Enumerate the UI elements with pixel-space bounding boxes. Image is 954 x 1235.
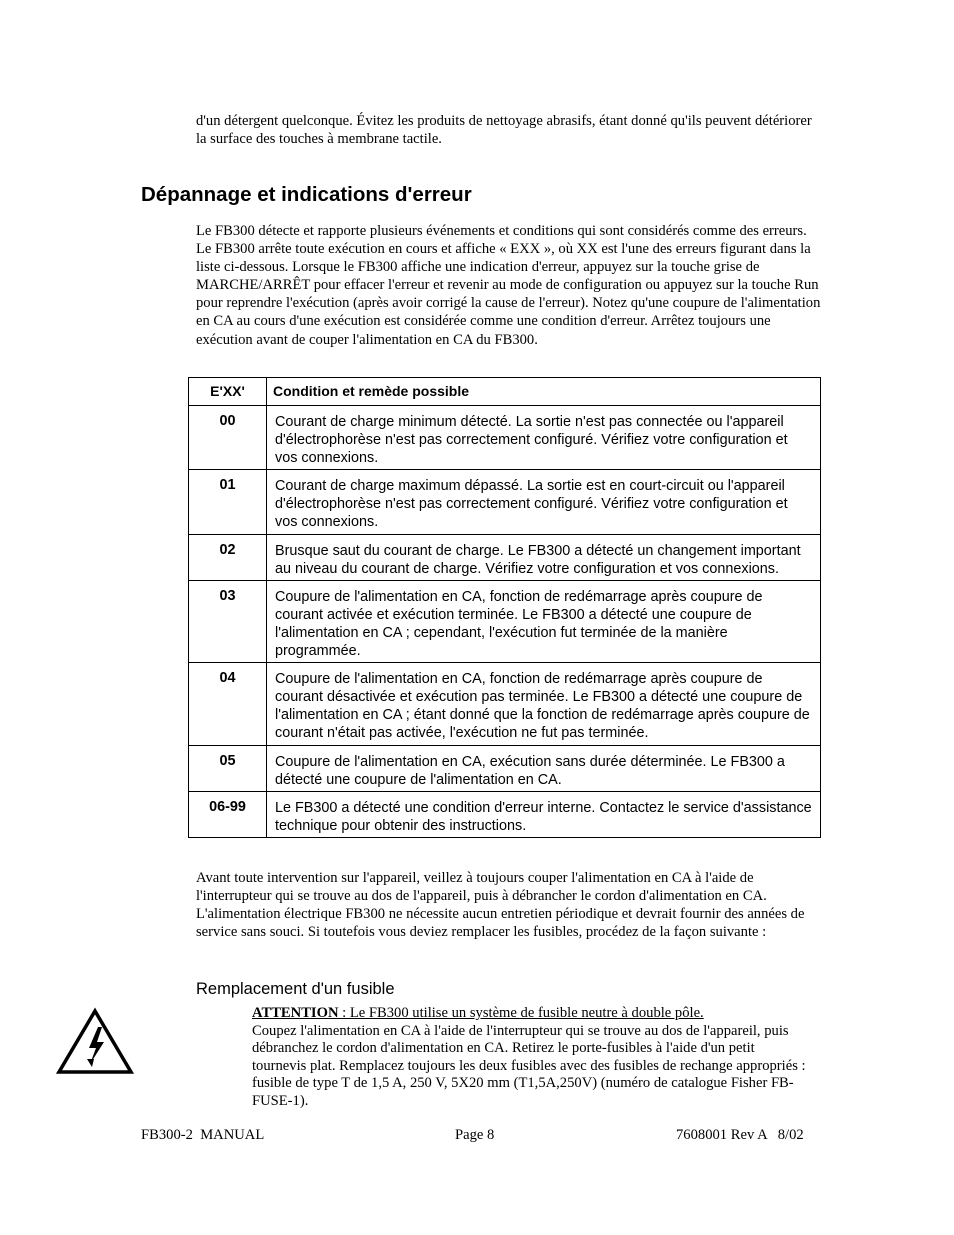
error-description: Courant de charge minimum détecté. La sortie n'est pas connectée ou l'appareil d'électrophorèse n'est pas correctement configuré. Vérifiez votre configuration et vos connexions. xyxy=(267,406,821,470)
table-header-row xyxy=(189,378,821,406)
fuse-instructions-block xyxy=(252,1005,812,1111)
table-row xyxy=(189,791,821,837)
high-voltage-warning-icon xyxy=(56,1007,134,1075)
error-description: Coupure de l'alimentation en CA, fonction de redémarrage après coupure de courant activée et exécution terminée. Le FB300 a détecté une coupure de l'alimentation en CA ; cependant, l'exécution fut terminée de la manière programmée. xyxy=(267,580,821,662)
table-row xyxy=(189,406,821,470)
error-description: Le FB300 a détecté une condition d'erreur interne. Contactez le service d'assistance technique pour obtenir des instructions. xyxy=(267,791,821,837)
table-row xyxy=(189,663,821,745)
error-code: 04 xyxy=(189,663,267,745)
section-paragraph: Le FB300 détecte et rapporte plusieurs événements et conditions qui sont considérés comme des erreurs. Le FB300 arrête toute exécution en cours et affiche « EXX », où XX est l'une des erreurs figurant dans la liste ci-dessous. Lorsque le FB300 affiche une indication d'erreur, appuyez sur la touche grise de MARCHE/ARRÊT pour effacer l'erreur et revenir au mode de configuration ou appuyez sur la touche Run pour reprendre l'exécution (après avoir corrigé la cause de l'erreur). Notez qu'une coupure de l'alimentation en CA au cours d'une exécution est considérée comme une condition d'erreur. Arrêtez toujours une exécution avant de couper l'alimentation en CA du FB300. xyxy=(196,223,821,348)
error-description: Courant de charge maximum dépassé. La sortie est en court-circuit ou l'appareil d'électrophorèse n'est pas correctement configuré. Vérifiez votre configuration et vos connexions. xyxy=(267,470,821,534)
table-row xyxy=(189,470,821,534)
error-code: 06-99 xyxy=(189,791,267,837)
fuse-replacement-title: Remplacement d'un fusible xyxy=(196,980,395,998)
error-code: 02 xyxy=(189,534,267,580)
footer-document-revision: 7608001 Rev A 8/02 xyxy=(676,1127,804,1143)
error-description: Brusque saut du courant de charge. Le FB300 a détecté un changement important au niveau du courant de charge. Vérifiez votre configuration et vos connexions. xyxy=(267,534,821,580)
error-code: 00 xyxy=(189,406,267,470)
error-description: Coupure de l'alimentation en CA, exécution sans durée déterminée. Le FB300 a détecté une coupure de l'alimentation en CA. xyxy=(267,745,821,791)
table-row xyxy=(189,580,821,662)
attention-line xyxy=(252,1005,812,1023)
error-code: 05 xyxy=(189,745,267,791)
attention-text: : Le FB300 utilise un système de fusible neutre à double pôle. xyxy=(338,1005,704,1021)
intro-continuation-paragraph: d'un détergent quelconque. Évitez les produits de nettoyage abrasifs, étant donné qu'ils peuvent détériorer la surface des touches à membrane tactile. xyxy=(196,113,812,147)
header-condition: Condition et remède possible xyxy=(267,378,821,406)
maintenance-paragraph: Avant toute intervention sur l'appareil, veillez à toujours couper l'alimentation en CA à l'aide de l'interrupteur qui se trouve au dos de l'appareil, puis à débrancher le cordon d'alimentation en CA. L'alimentation électrique FB300 ne nécessite aucun entretien périodique et devrait fournir des années de service sans souci. Si toutefois vous deviez remplacer les fusibles, procédez de la façon suivante : xyxy=(196,870,805,941)
footer-manual-name: FB300-2 MANUAL xyxy=(141,1127,265,1143)
fuse-instructions: Coupez l'alimentation en CA à l'aide de l'interrupteur qui se trouve au dos de l'appareil, puis débranchez le cordon d'alimentation en CA. Retirez le porte-fusibles à l'aide d'un petit tournevis plat. Remplacez toujours les deux fusibles avec des fusibles de rechange appropriés : fusible de type T de 1,5 A, 250 V, 5X20 mm (T1,5A,250V) (numéro de catalogue Fisher FB-FUSE-1). xyxy=(252,1022,806,1109)
error-codes-table xyxy=(188,377,821,838)
table-row xyxy=(189,745,821,791)
section-title: Dépannage et indications d'erreur xyxy=(141,183,472,206)
footer-page-number: Page 8 xyxy=(455,1127,495,1143)
attention-label: ATTENTION xyxy=(252,1005,339,1021)
error-code: 03 xyxy=(189,580,267,662)
error-description: Coupure de l'alimentation en CA, fonction de redémarrage après coupure de courant désactivée et exécution pas terminée. Le FB300 a détecté une coupure de l'alimentation en CA ; étant donné que la fonction de redémarrage après coupure de courant n'était pas activée, l'exécution ne fut pas terminée. xyxy=(267,663,821,745)
table-row xyxy=(189,534,821,580)
error-code: 01 xyxy=(189,470,267,534)
header-code: E'XX' xyxy=(189,378,267,406)
